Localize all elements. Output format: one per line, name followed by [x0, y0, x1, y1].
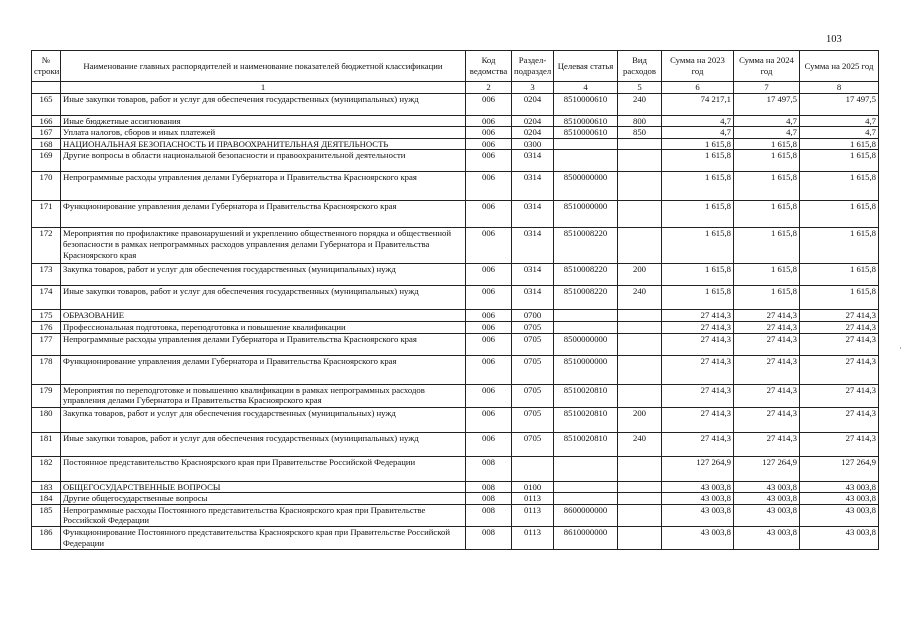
expense-type [618, 150, 662, 172]
sum-2024: 1 615,8 [734, 150, 800, 172]
section-code: 0314 [512, 286, 554, 310]
expense-type: 240 [618, 432, 662, 456]
sum-2023: 1 615,8 [662, 286, 734, 310]
row-number: 171 [32, 201, 61, 228]
expense-type: 240 [618, 93, 662, 115]
dept-code: 008 [466, 493, 512, 505]
target-article: 8600000000 [554, 504, 618, 526]
section-code: 0113 [512, 493, 554, 505]
dept-code: 006 [466, 333, 512, 355]
expense-type: 800 [618, 115, 662, 127]
table-row [32, 407, 879, 432]
target-article: 8510020810 [554, 407, 618, 432]
expense-type [618, 456, 662, 481]
row-name: НАЦИОНАЛЬНАЯ БЕЗОПАСНОСТЬ И ПРАВООХРАНИТЕЛЬНАЯ ДЕЯТЕЛЬНОСТЬ [61, 138, 466, 150]
row-number: 183 [32, 481, 61, 493]
sum-2023: 127 264,9 [662, 456, 734, 481]
row-number: 185 [32, 504, 61, 526]
row-number: 168 [32, 138, 61, 150]
row-number: 166 [32, 115, 61, 127]
row-name: Мероприятия по профилактике правонарушений и укреплению общественного порядка и общественной безопасности в рамках непрограммных расходов управления делами Губернатора и Правительства Красноярского края [61, 228, 466, 264]
row-name: ОБРАЗОВАНИЕ [61, 310, 466, 322]
row-number: 180 [32, 407, 61, 432]
table-row [32, 355, 879, 384]
table-row [32, 493, 879, 505]
sum-2023: 27 414,3 [662, 384, 734, 407]
sum-2025: 43 003,8 [800, 481, 879, 493]
target-article: 8510000610 [554, 115, 618, 127]
expense-type [618, 310, 662, 322]
row-number: 170 [32, 172, 61, 201]
row-number: 174 [32, 286, 61, 310]
header-row-number: № строки [32, 51, 61, 82]
section-code: 0113 [512, 504, 554, 526]
expense-type [618, 228, 662, 264]
header-code: Код ведомства [466, 51, 512, 82]
table-row [32, 93, 879, 115]
target-article [554, 310, 618, 322]
row-name: Непрограммные расходы Постоянного представительства Красноярского края при Правительстве Российской Федерации [61, 504, 466, 526]
table-row [32, 481, 879, 493]
table-row [32, 504, 879, 526]
sum-2023: 27 414,3 [662, 321, 734, 333]
target-article: 8510008220 [554, 228, 618, 264]
page-number: 103 [826, 34, 842, 45]
section-code: 0700 [512, 310, 554, 322]
row-name: Закупка товаров, работ и услуг для обеспечения государственных (муниципальных) нужд [61, 407, 466, 432]
section-code: 0314 [512, 264, 554, 286]
sum-2024: 43 003,8 [734, 493, 800, 505]
dept-code: 008 [466, 526, 512, 549]
target-article: 8510000610 [554, 93, 618, 115]
table-row [32, 115, 879, 127]
header-sum-2024: Сумма на 2024 год [734, 51, 800, 82]
header-section: Раздел-подраздел [512, 51, 554, 82]
row-number: 178 [32, 355, 61, 384]
sum-2025: 127 264,9 [800, 456, 879, 481]
sum-2025: 1 615,8 [800, 201, 879, 228]
header-type: Вид расходов [618, 51, 662, 82]
row-name: Мероприятия по переподготовке и повышению квалификации в рамках непрограммных расходов управления делами Губернатора и Правительства Красноярского края [61, 384, 466, 407]
row-number: 179 [32, 384, 61, 407]
sum-2023: 27 414,3 [662, 355, 734, 384]
target-article: 8510020810 [554, 384, 618, 407]
section-code [512, 456, 554, 481]
sum-2025: 1 615,8 [800, 150, 879, 172]
row-number: 165 [32, 93, 61, 115]
row-name: Непрограммные расходы управления делами Губернатора и Правительства Красноярского края [61, 172, 466, 201]
table-row [32, 321, 879, 333]
row-name: Функционирование управления делами Губернатора и Правительства Красноярского края [61, 201, 466, 228]
expense-type [618, 201, 662, 228]
sum-2025: 4,7 [800, 115, 879, 127]
row-number: 167 [32, 127, 61, 139]
header-sum-2023: Сумма на 2023 год [662, 51, 734, 82]
section-code: 0705 [512, 321, 554, 333]
sum-2023: 1 615,8 [662, 150, 734, 172]
dept-code: 006 [466, 407, 512, 432]
sum-2024: 1 615,8 [734, 138, 800, 150]
target-article: 8510008220 [554, 264, 618, 286]
dept-code: 006 [466, 93, 512, 115]
table-row [32, 333, 879, 355]
dept-code: 006 [466, 172, 512, 201]
header-name: Наименование главных распорядителей и наименование показателей бюджетной классификации [61, 51, 466, 82]
target-article [554, 321, 618, 333]
section-code: 0204 [512, 93, 554, 115]
sum-2025: 27 414,3 [800, 333, 879, 355]
dept-code: 006 [466, 321, 512, 333]
dept-code: 006 [466, 310, 512, 322]
dept-code: 006 [466, 150, 512, 172]
sum-2024: 27 414,3 [734, 355, 800, 384]
sum-2024: 4,7 [734, 127, 800, 139]
sum-2024: 1 615,8 [734, 264, 800, 286]
row-name: Функционирование Постоянного представительства Красноярского края при Правительстве Российской Федерации [61, 526, 466, 549]
row-name: Уплата налогов, сборов и иных платежей [61, 127, 466, 139]
expense-type: 850 [618, 127, 662, 139]
row-name: Другие вопросы в области национальной безопасности и правоохранительной деятельности [61, 150, 466, 172]
colnum-5: 5 [618, 82, 662, 94]
sum-2023: 1 615,8 [662, 172, 734, 201]
target-article: 8610000000 [554, 526, 618, 549]
table-row [32, 286, 879, 310]
sum-2024: 1 615,8 [734, 201, 800, 228]
dept-code: 008 [466, 504, 512, 526]
sum-2023: 1 615,8 [662, 264, 734, 286]
sum-2025: 1 615,8 [800, 286, 879, 310]
row-name: Постоянное представительство Красноярского края при Правительстве Российской Федерации [61, 456, 466, 481]
sum-2025: 1 615,8 [800, 138, 879, 150]
sum-2023: 1 615,8 [662, 201, 734, 228]
target-article: 8510020810 [554, 432, 618, 456]
expense-type [618, 384, 662, 407]
row-name: Закупка товаров, работ и услуг для обеспечения государственных (муниципальных) нужд [61, 264, 466, 286]
colnum-1: 1 [61, 82, 466, 94]
dept-code: 006 [466, 432, 512, 456]
sum-2023: 27 414,3 [662, 407, 734, 432]
target-article: 8510000610 [554, 127, 618, 139]
section-code: 0204 [512, 127, 554, 139]
row-name: ОБЩЕГОСУДАРСТВЕННЫЕ ВОПРОСЫ [61, 481, 466, 493]
sum-2024: 27 414,3 [734, 407, 800, 432]
sum-2025: 4,7 [800, 127, 879, 139]
sum-2023: 74 217,1 [662, 93, 734, 115]
sum-2023: 1 615,8 [662, 138, 734, 150]
expense-type [618, 481, 662, 493]
target-article: 8510008220 [554, 286, 618, 310]
section-code: 0705 [512, 407, 554, 432]
target-article: 8510000000 [554, 355, 618, 384]
row-number: 176 [32, 321, 61, 333]
table-row [32, 310, 879, 322]
expense-type: 200 [618, 264, 662, 286]
dept-code: 006 [466, 127, 512, 139]
expense-type [618, 504, 662, 526]
sum-2025: 17 497,5 [800, 93, 879, 115]
table-row [32, 127, 879, 139]
dept-code: 006 [466, 355, 512, 384]
column-number-row [32, 82, 879, 94]
section-code: 0113 [512, 526, 554, 549]
margin-mark: · [899, 343, 902, 353]
expense-type [618, 355, 662, 384]
sum-2025: 27 414,3 [800, 432, 879, 456]
sum-2025: 43 003,8 [800, 526, 879, 549]
target-article: 8500000000 [554, 333, 618, 355]
colnum-3: 3 [512, 82, 554, 94]
row-number: 182 [32, 456, 61, 481]
section-code: 0314 [512, 172, 554, 201]
section-code: 0314 [512, 150, 554, 172]
dept-code: 006 [466, 286, 512, 310]
dept-code: 006 [466, 384, 512, 407]
dept-code: 006 [466, 115, 512, 127]
sum-2025: 43 003,8 [800, 504, 879, 526]
sum-2024: 27 414,3 [734, 333, 800, 355]
sum-2024: 1 615,8 [734, 228, 800, 264]
sum-2024: 17 497,5 [734, 93, 800, 115]
sum-2024: 127 264,9 [734, 456, 800, 481]
sum-2024: 27 414,3 [734, 310, 800, 322]
target-article [554, 138, 618, 150]
row-name: Иные закупки товаров, работ и услуг для обеспечения государственных (муниципальных) нужд [61, 93, 466, 115]
row-number: 175 [32, 310, 61, 322]
dept-code: 006 [466, 201, 512, 228]
expense-type: 200 [618, 407, 662, 432]
table-row [32, 456, 879, 481]
sum-2024: 4,7 [734, 115, 800, 127]
section-code: 0314 [512, 228, 554, 264]
sum-2024: 27 414,3 [734, 432, 800, 456]
section-code: 0204 [512, 115, 554, 127]
sum-2023: 27 414,3 [662, 432, 734, 456]
dept-code: 006 [466, 264, 512, 286]
sum-2025: 1 615,8 [800, 228, 879, 264]
expense-type [618, 526, 662, 549]
sum-2024: 43 003,8 [734, 504, 800, 526]
section-code: 0705 [512, 384, 554, 407]
sum-2023: 43 003,8 [662, 526, 734, 549]
target-article: 8510000000 [554, 201, 618, 228]
row-number: 177 [32, 333, 61, 355]
sum-2023: 1 615,8 [662, 228, 734, 264]
table-row [32, 228, 879, 264]
row-number: 173 [32, 264, 61, 286]
colnum-7: 7 [734, 82, 800, 94]
row-name: Иные закупки товаров, работ и услуг для обеспечения государственных (муниципальных) нужд [61, 286, 466, 310]
sum-2023: 43 003,8 [662, 504, 734, 526]
sum-2024: 27 414,3 [734, 384, 800, 407]
sum-2025: 27 414,3 [800, 310, 879, 322]
expense-type [618, 333, 662, 355]
header-sum-2025: Сумма на 2025 год [800, 51, 879, 82]
row-number: 172 [32, 228, 61, 264]
sum-2024: 1 615,8 [734, 172, 800, 201]
table-header-row [32, 51, 879, 82]
row-number: 169 [32, 150, 61, 172]
colnum-4: 4 [554, 82, 618, 94]
colnum-8: 8 [800, 82, 879, 94]
table-row [32, 172, 879, 201]
sum-2025: 1 615,8 [800, 172, 879, 201]
sum-2025: 1 615,8 [800, 264, 879, 286]
sum-2025: 27 414,3 [800, 321, 879, 333]
sum-2024: 43 003,8 [734, 481, 800, 493]
sum-2023: 4,7 [662, 127, 734, 139]
table-row [32, 384, 879, 407]
sum-2023: 27 414,3 [662, 310, 734, 322]
sum-2025: 27 414,3 [800, 407, 879, 432]
sum-2024: 43 003,8 [734, 526, 800, 549]
target-article [554, 481, 618, 493]
row-number: 184 [32, 493, 61, 505]
row-name: Профессиональная подготовка, переподготовка и повышение квалификации [61, 321, 466, 333]
dept-code: 008 [466, 481, 512, 493]
table-row [32, 432, 879, 456]
dept-code: 006 [466, 228, 512, 264]
section-code: 0300 [512, 138, 554, 150]
sum-2023: 43 003,8 [662, 481, 734, 493]
colnum-0 [32, 82, 61, 94]
expense-type: 240 [618, 286, 662, 310]
dept-code: 008 [466, 456, 512, 481]
section-code: 0705 [512, 333, 554, 355]
target-article [554, 456, 618, 481]
sum-2023: 4,7 [662, 115, 734, 127]
table-row [32, 526, 879, 549]
sum-2025: 43 003,8 [800, 493, 879, 505]
section-code: 0705 [512, 432, 554, 456]
budget-table [31, 50, 879, 550]
target-article: 8500000000 [554, 172, 618, 201]
colnum-2: 2 [466, 82, 512, 94]
header-target: Целевая статья [554, 51, 618, 82]
colnum-6: 6 [662, 82, 734, 94]
expense-type [618, 493, 662, 505]
sum-2025: 27 414,3 [800, 384, 879, 407]
section-code: 0314 [512, 201, 554, 228]
table-row [32, 150, 879, 172]
row-name: Функционирование управления делами Губернатора и Правительства Красноярского края [61, 355, 466, 384]
section-code: 0705 [512, 355, 554, 384]
sum-2024: 27 414,3 [734, 321, 800, 333]
target-article [554, 493, 618, 505]
expense-type [618, 138, 662, 150]
table-row [32, 138, 879, 150]
row-name: Другие общегосударственные вопросы [61, 493, 466, 505]
row-name: Непрограммные расходы управления делами Губернатора и Правительства Красноярского края [61, 333, 466, 355]
row-number: 186 [32, 526, 61, 549]
dept-code: 006 [466, 138, 512, 150]
section-code: 0100 [512, 481, 554, 493]
row-number: 181 [32, 432, 61, 456]
expense-type [618, 321, 662, 333]
row-name: Иные закупки товаров, работ и услуг для обеспечения государственных (муниципальных) нужд [61, 432, 466, 456]
expense-type [618, 172, 662, 201]
target-article [554, 150, 618, 172]
sum-2024: 1 615,8 [734, 286, 800, 310]
row-name: Иные бюджетные ассигнования [61, 115, 466, 127]
table-row [32, 201, 879, 228]
sum-2023: 43 003,8 [662, 493, 734, 505]
table-row [32, 264, 879, 286]
table-body [32, 93, 879, 549]
sum-2025: 27 414,3 [800, 355, 879, 384]
sum-2023: 27 414,3 [662, 333, 734, 355]
